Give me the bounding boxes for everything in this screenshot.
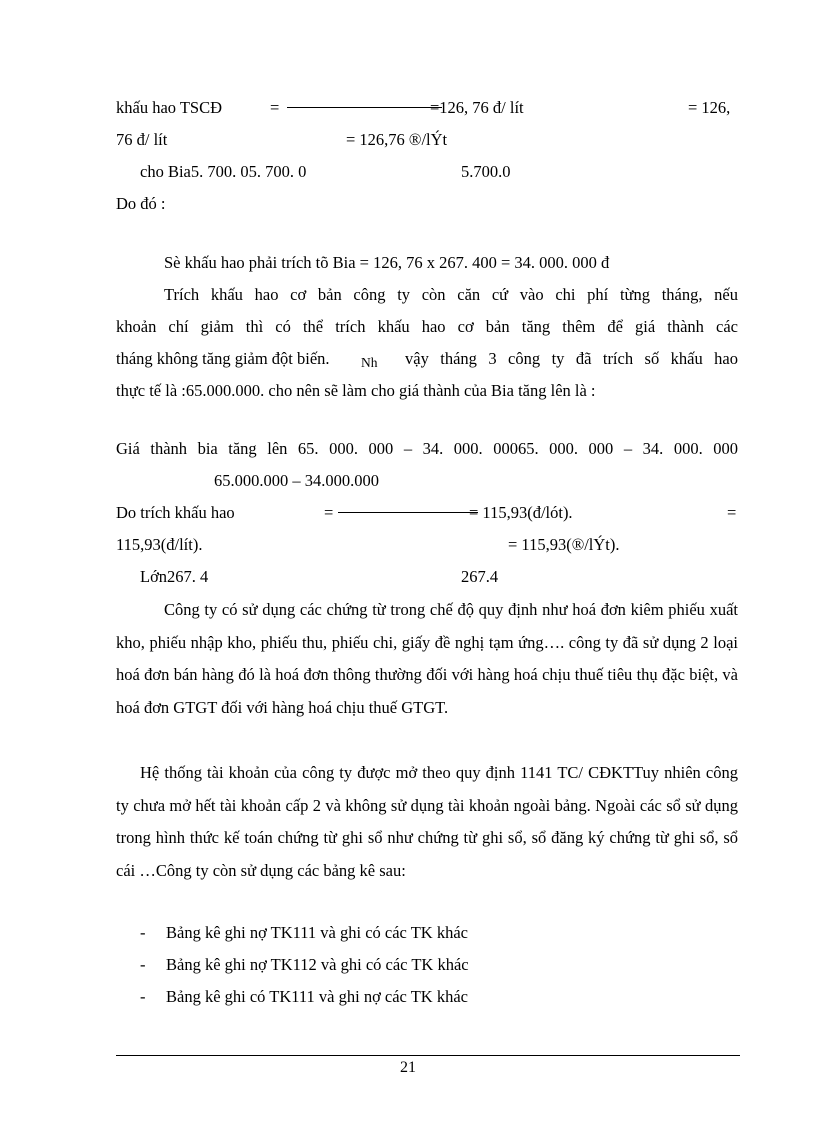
fraction-bar-2 <box>338 512 478 513</box>
formula1-numerator-left: cho Bia5. 700. 05. 700. 0 <box>140 162 307 181</box>
footer-rule <box>116 1055 740 1056</box>
formula1-continuation: 76 đ/ lít <box>116 130 168 149</box>
formula2-result: = 115,93(đ/lót). <box>469 503 573 522</box>
para1-line3a: tháng không tăng giảm đột biến. <box>116 349 330 368</box>
depreciation-calculation: Sè khấu hao phải trích tõ Bia = 126, 76 x 267. 400 = 34. 000. 000 đ <box>164 253 610 272</box>
list-item: Bảng kê ghi có TK111 và ghi nợ các TK khác <box>166 987 468 1006</box>
para1-line2: khoản chí giảm thì có thể trích khấu hao cơ bản tăng thêm để giá thành các <box>116 317 738 336</box>
para1-line3c: vậy tháng 3 công ty đã trích số khấu hao <box>405 349 738 368</box>
formula2-line2: 65.000.000 – 34.000.000 <box>214 471 379 490</box>
formula1-result: =126, 76 đ/ lít <box>430 98 524 117</box>
formula2-denominator-left: Lớn267. 4 <box>140 567 209 586</box>
formula2-equals-2: = <box>727 503 737 522</box>
formula2-denominator-right: 267.4 <box>461 567 499 586</box>
para1-line3b: Nh <box>361 355 378 370</box>
bullet-mark: - <box>140 923 146 942</box>
para2-documents: Công ty có sử dụng các chứng từ trong chế độ quy định như hoá đơn kiêm phiếu xuất kho, phiếu nhập kho, phiếu thu, phiếu chi, giấy đề nghị tạm ứng…. công ty đã sử dụng 2 loại hoá đơn bán hàng đó là hoá đơn thông thường đối với hàng hoá chịu thuế tiêu thụ đặc biệt, và hoá đơn GTGT đối với hàng hoá chịu thuế GTGT. <box>116 600 738 717</box>
list-item: Bảng kê ghi nợ TK111 và ghi có các TK khác <box>166 923 468 942</box>
para3-accounts: Hệ thống tài khoản của công ty được mở theo quy định 1141 TC/ CĐKTTuy nhiên công ty chưa mở hết tài khoản cấp 2 và không sử dụng tài khoản ngoài bảng. Ngoài các sổ sử dụng trong hình thức kế toán chứng từ ghi sổ như chứng từ ghi sổ, sổ đăng ký chứng từ ghi sổ, sổ cái …Công ty còn sử dụng các bảng kê sau: <box>116 763 738 880</box>
page-number: 21 <box>400 1059 416 1076</box>
formula1-equals: = <box>270 98 280 117</box>
list-item: Bảng kê ghi nợ TK112 và ghi có các TK khác <box>166 955 469 974</box>
formula1-numerator-right: 5.700.0 <box>461 162 511 181</box>
formula2-equals: = <box>324 503 334 522</box>
formula1-label: khấu hao TSCĐ <box>116 98 223 117</box>
formula2-line1: Giá thành bia tăng lên 65. 000. 000 – 34. 000. 00065. 000. 000 – 34. 000. 000 <box>116 439 738 458</box>
fraction-bar <box>287 107 442 108</box>
formula2-continuation: 115,93(đ/lít). <box>116 535 203 554</box>
formula2-result-2: = 115,93(®/lÝt). <box>508 535 620 554</box>
do-do-heading: Do đó : <box>116 194 166 213</box>
bullet-mark: - <box>140 955 146 974</box>
formula2-label: Do trích khấu hao <box>116 503 235 522</box>
para1-line4: thực tế là :65.000.000. cho nên sẽ làm cho giá thành của Bia tăng lên là : <box>116 381 596 400</box>
formula1-result-2: = 126, <box>688 98 731 117</box>
para1-line1: Trích khấu hao cơ bản công ty còn căn cứ vào chi phí từng tháng, nếu <box>164 285 738 304</box>
formula1-result-3: = 126,76 ®/lÝt <box>346 130 448 149</box>
bullet-mark: - <box>140 987 146 1006</box>
